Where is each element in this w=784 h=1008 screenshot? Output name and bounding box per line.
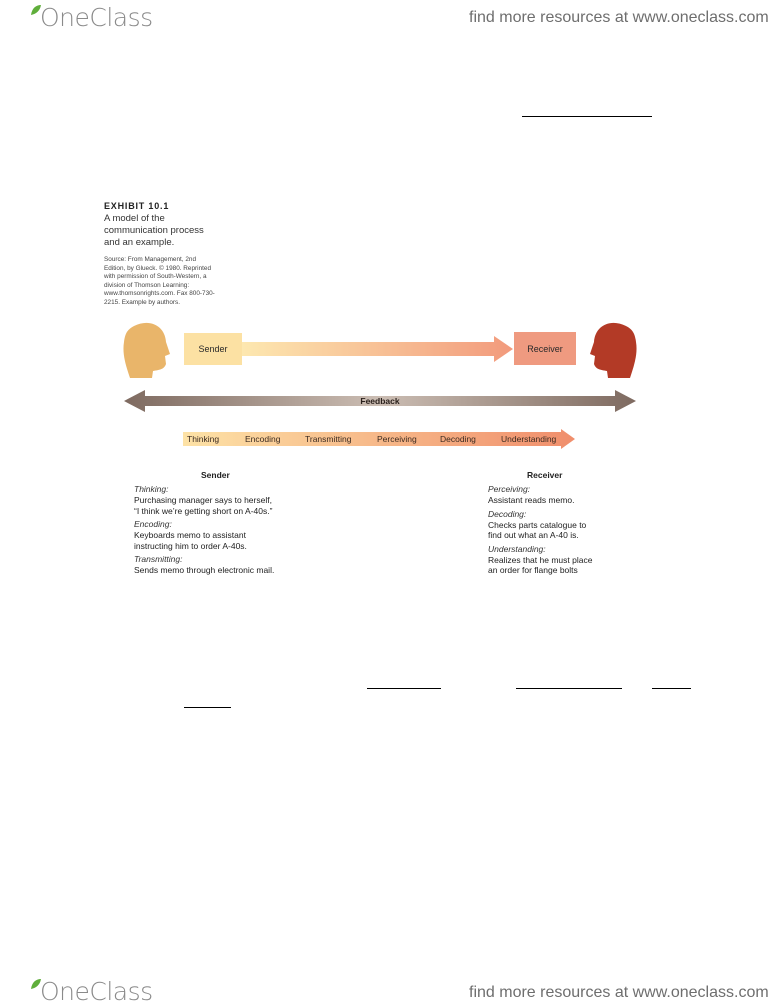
- step-thinking: Thinking: [187, 434, 220, 444]
- receiver-heading: Receiver: [527, 470, 563, 480]
- exhibit-title: EXHIBIT 10.1: [104, 201, 170, 211]
- sender-head-icon: [123, 323, 170, 378]
- oneclass-logo-bottom: OneClass: [30, 978, 153, 1004]
- step-understanding: Understanding: [501, 434, 557, 444]
- step-transmitting: Transmitting: [305, 434, 352, 444]
- receiver-box: Receiver: [514, 332, 576, 365]
- sender-example: Thinking: Purchasing manager says to herself, “I think we’re getting short on A-40s.” Encoding: Keyboards memo to assistant instructing him to order A-40s. Transmitting: Sends memo through electronic mail.: [134, 484, 275, 575]
- blank-rule: [367, 688, 441, 689]
- oneclass-logo-top: OneClass: [30, 4, 153, 30]
- sender-box: Sender: [184, 333, 242, 365]
- communication-diagram: [0, 0, 784, 460]
- receiver-example: Perceiving: Assistant reads memo. Decoding: Checks parts catalogue to find out what an A-40 is. Understanding: Realizes that he must place an order for flange bolts: [488, 484, 593, 575]
- step-decoding: Decoding: [440, 434, 476, 444]
- blank-rule: [184, 707, 231, 708]
- transmission-arrow: [241, 336, 513, 362]
- step-encoding: Encoding: [245, 434, 281, 444]
- receiver-head-icon: [590, 323, 637, 378]
- step-perceiving: Perceiving: [377, 434, 417, 444]
- exhibit-source: Source: From Management, 2nd Edition, by Glueck. © 1980. Reprinted with permission of South-Western, a division of Thomson Learning: www.thomsonrights.com. Fax 800-730- 2215. Example by authors.: [104, 256, 215, 306]
- blank-rule: [516, 688, 622, 689]
- blank-rule: [652, 688, 691, 689]
- footer-tagline[interactable]: find more resources at www.oneclass.com: [469, 984, 769, 1001]
- exhibit-subtitle: A model of the communication process and an example.: [104, 213, 204, 248]
- feedback-label: Feedback: [360, 396, 400, 406]
- sender-heading: Sender: [201, 470, 230, 480]
- header-tagline[interactable]: find more resources at www.oneclass.com: [469, 9, 769, 26]
